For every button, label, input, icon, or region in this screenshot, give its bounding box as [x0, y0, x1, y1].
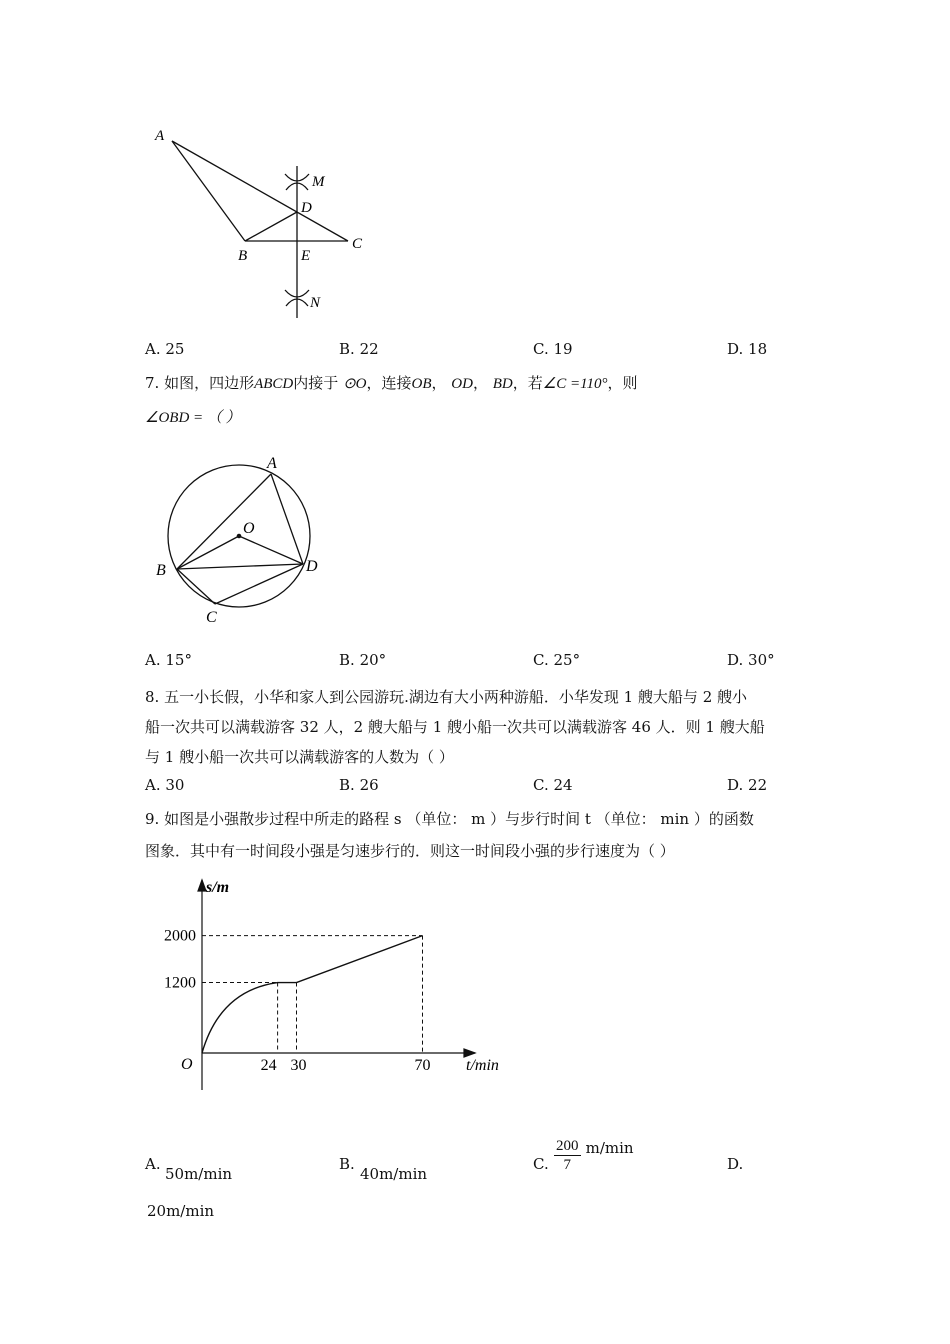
origin-label: O [181, 1056, 193, 1073]
label-c: C [352, 236, 363, 252]
q8-stem-line1: 8. 五一小长假，小华和家人到公园游玩.湖边有大小两种游船．小华发现 1 艘大船与 2 艘小 [145, 688, 748, 706]
label-e: E [301, 248, 311, 264]
label-d: D [301, 200, 312, 216]
q8-option-a[interactable]: A. 30 [145, 776, 185, 794]
y-axis-label: s/m [206, 879, 230, 896]
q9-option-a-value[interactable]: 50m/min [165, 1165, 233, 1183]
x-axis-label: t/min [466, 1057, 499, 1074]
label-n: N [310, 295, 321, 311]
x-tick-label-70: 70 [414, 1057, 431, 1074]
q9-option-d-value[interactable]: 20m/min [147, 1202, 215, 1220]
q9-stem-line2: 图象．其中有一时间段小强是匀速步行的．则这一时间段小强的步行速度为（ ） [145, 842, 675, 860]
label-a: A [155, 128, 165, 144]
q9-option-a-letter[interactable]: A. [145, 1155, 161, 1173]
q7-option-c[interactable]: C. 25° [533, 651, 581, 669]
segment-od [239, 536, 303, 564]
fraction-numerator: 200 [556, 1138, 579, 1154]
q8-option-b[interactable]: B. 26 [339, 776, 379, 794]
q6-option-a[interactable]: A. 25 [145, 340, 185, 358]
segment-bd [245, 212, 297, 241]
q9-option-b-letter[interactable]: B. [339, 1155, 355, 1173]
fraction-unit: m/min [585, 1138, 634, 1157]
q6-figure [140, 118, 380, 328]
segment-bd [177, 564, 303, 569]
series-line-s-t [202, 936, 423, 1053]
segment-ob [177, 536, 239, 569]
q6-option-b[interactable]: B. 22 [339, 340, 379, 358]
q6-option-d[interactable]: D. 18 [727, 340, 768, 358]
q9-option-c-letter[interactable]: C. [533, 1155, 549, 1173]
y-axis-arrow [198, 880, 206, 891]
q9-chart [150, 870, 520, 1100]
q7-option-a[interactable]: A. 15° [145, 651, 192, 669]
label-b: B [238, 248, 248, 264]
q7-stem-line1: 7. 如图，四边形ABCD内接于 ⊙O，连接OB， OD， BD，若∠C =110°，则 [145, 374, 638, 392]
q8-stem-line2: 船一次共可以满载游客 32 人，2 艘大船与 1 艘小船一次共可以满载游客 46 人．则 1 艘大船 [145, 718, 765, 736]
label-o: O [243, 520, 255, 537]
label-a: A [267, 455, 277, 472]
q7-stem-line2: ∠OBD = （ ） [145, 410, 241, 426]
q7-option-d[interactable]: D. 30° [727, 651, 775, 669]
center-point-o [237, 534, 242, 539]
q9-option-d-letter[interactable]: D. [727, 1155, 744, 1173]
segment-ad [271, 474, 303, 564]
q8-stem-line3: 与 1 艘小船一次共可以满载游客的人数为（ ） [145, 748, 454, 766]
segment-bc [177, 569, 215, 604]
q7-figure [150, 448, 340, 628]
q6-option-c[interactable]: C. 19 [533, 340, 573, 358]
label-m: M [312, 174, 325, 190]
segment-ac [172, 141, 348, 241]
label-c: C [206, 609, 217, 626]
segment-cd [215, 564, 303, 604]
label-b: B [156, 562, 166, 579]
q9-option-c-value[interactable] [554, 1137, 634, 1174]
segment-ab [172, 141, 245, 241]
segment-ab [177, 474, 271, 569]
fraction [554, 1137, 581, 1174]
x-axis-arrow [464, 1049, 475, 1057]
label-d: D [306, 558, 318, 575]
fraction-denominator: 7 [563, 1157, 571, 1173]
q7-option-b[interactable]: B. 20° [339, 651, 387, 669]
x-tick-label-24: 24 [260, 1057, 277, 1074]
q8-option-c[interactable]: C. 24 [533, 776, 573, 794]
q8-option-d[interactable]: D. 22 [727, 776, 768, 794]
q9-option-b-value[interactable]: 40m/min [360, 1165, 428, 1183]
q9-stem-line1: 9. 如图是小强散步过程中所走的路程 s （单位： m ）与步行时间 t （单位： min ）的函数 [145, 810, 754, 828]
x-tick-label-30: 30 [290, 1057, 307, 1074]
y-tick-label-2000: 2000 [164, 927, 196, 945]
y-tick-label-1200: 1200 [164, 974, 196, 992]
